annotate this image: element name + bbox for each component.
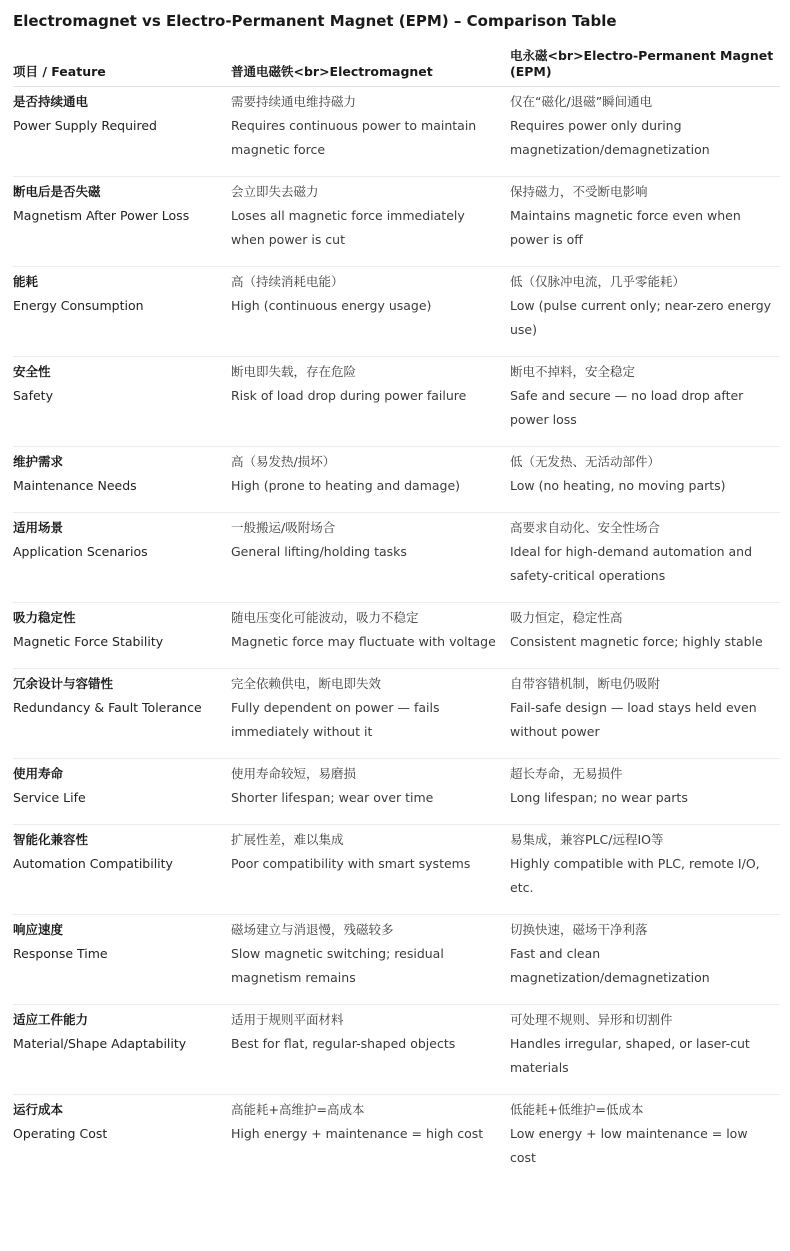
feature-cell — [13, 915, 231, 1005]
feature-cell-zh: 安全性 — [13, 364, 51, 379]
epm-cell-en: Long lifespan; no wear parts — [510, 790, 688, 805]
electromagnet-cell-zh: 使用寿命较短，易磨损 — [231, 766, 357, 781]
table-header-row — [13, 48, 780, 87]
electromagnet-cell-zh: 断电即失载，存在危险 — [231, 364, 357, 379]
epm-cell-zh: 低（仅脉冲电流，几乎零能耗） — [510, 274, 686, 289]
feature-cell-zh: 响应速度 — [13, 922, 64, 937]
comparison-table — [13, 48, 780, 1184]
epm-cell — [510, 267, 780, 357]
electromagnet-cell — [231, 513, 510, 603]
epm-cell-zh: 超长寿命，无易损件 — [510, 766, 623, 781]
epm-cell-en: Low (no heating, no moving parts) — [510, 478, 726, 493]
electromagnet-cell-en: Fully dependent on power — fails immediately without it — [231, 700, 440, 739]
electromagnet-cell-en: Loses all magnetic force immediately when power is cut — [231, 208, 465, 247]
epm-cell-zh: 低能耗+低维护=低成本 — [510, 1102, 644, 1117]
electromagnet-cell-en: Magnetic force may fluctuate with voltage — [231, 634, 496, 649]
electromagnet-cell-zh: 适用于规则平面材料 — [231, 1012, 344, 1027]
epm-cell-zh: 高要求自动化、安全性场合 — [510, 520, 661, 535]
feature-cell-en: Redundancy & Fault Tolerance — [13, 700, 202, 715]
epm-cell-en: Fail-safe design — load stays held even without power — [510, 700, 757, 739]
electromagnet-cell — [231, 915, 510, 1005]
feature-cell — [13, 357, 231, 447]
electromagnet-cell-zh: 需要持续通电维持磁力 — [231, 94, 357, 109]
electromagnet-cell — [231, 825, 510, 915]
electromagnet-cell-en: Risk of load drop during power failure — [231, 388, 467, 403]
feature-cell — [13, 825, 231, 915]
epm-cell-en: Requires power only during magnetization/demagnetization — [510, 118, 710, 157]
epm-cell — [510, 513, 780, 603]
electromagnet-cell-zh: 随电压变化可能波动，吸力不稳定 — [231, 610, 419, 625]
electromagnet-cell-zh: 一般搬运/吸附场合 — [231, 520, 336, 535]
feature-cell-zh: 适用场景 — [13, 520, 64, 535]
epm-cell — [510, 87, 780, 177]
feature-cell-zh: 适应工件能力 — [13, 1012, 89, 1027]
feature-cell — [13, 447, 231, 513]
table-row — [13, 759, 780, 825]
table-row — [13, 267, 780, 357]
feature-cell — [13, 669, 231, 759]
electromagnet-cell — [231, 1095, 510, 1185]
electromagnet-cell-en: Shorter lifespan; wear over time — [231, 790, 434, 805]
feature-cell — [13, 513, 231, 603]
epm-cell — [510, 447, 780, 513]
electromagnet-cell — [231, 447, 510, 513]
feature-cell-zh: 维护需求 — [13, 454, 64, 469]
epm-cell — [510, 669, 780, 759]
table-row — [13, 513, 780, 603]
feature-cell-en: Service Life — [13, 790, 86, 805]
electromagnet-cell — [231, 87, 510, 177]
electromagnet-cell-zh: 高（持续消耗电能） — [231, 274, 344, 289]
electromagnet-cell — [231, 759, 510, 825]
epm-cell-en: Handles irregular, shaped, or laser-cut materials — [510, 1036, 750, 1075]
feature-cell — [13, 1095, 231, 1185]
electromagnet-cell-en: Slow magnetic switching; residual magnetism remains — [231, 946, 444, 985]
epm-cell-zh: 易集成，兼容PLC/远程IO等 — [510, 832, 664, 847]
table-row — [13, 915, 780, 1005]
epm-cell-zh: 保持磁力，不受断电影响 — [510, 184, 648, 199]
electromagnet-cell — [231, 267, 510, 357]
electromagnet-cell — [231, 177, 510, 267]
table-row — [13, 87, 780, 177]
feature-cell — [13, 603, 231, 669]
table-row — [13, 1005, 780, 1095]
feature-cell-en: Energy Consumption — [13, 298, 144, 313]
electromagnet-cell-en: Requires continuous power to maintain magnetic force — [231, 118, 477, 157]
electromagnet-cell — [231, 357, 510, 447]
feature-cell-zh: 运行成本 — [13, 1102, 64, 1117]
feature-cell — [13, 267, 231, 357]
electromagnet-cell-en: High energy + maintenance = high cost — [231, 1126, 484, 1141]
feature-cell — [13, 1005, 231, 1095]
epm-cell — [510, 357, 780, 447]
table-row — [13, 447, 780, 513]
feature-cell — [13, 759, 231, 825]
electromagnet-cell-en: Poor compatibility with smart systems — [231, 856, 471, 871]
epm-cell — [510, 759, 780, 825]
feature-cell-en: Response Time — [13, 946, 108, 961]
electromagnet-cell-en: High (prone to heating and damage) — [231, 478, 461, 493]
epm-cell — [510, 1095, 780, 1185]
electromagnet-cell-zh: 完全依赖供电，断电即失效 — [231, 676, 382, 691]
epm-cell-en: Safe and secure — no load drop after power loss — [510, 388, 744, 427]
feature-cell-zh: 断电后是否失磁 — [13, 184, 101, 199]
feature-cell-en: Automation Compatibility — [13, 856, 173, 871]
feature-cell-en: Application Scenarios — [13, 544, 148, 559]
feature-cell — [13, 87, 231, 177]
epm-cell-zh: 低（无发热、无活动部件） — [510, 454, 661, 469]
epm-cell-en: Maintains magnetic force even when power is off — [510, 208, 741, 247]
epm-cell-en: Highly compatible with PLC, remote I/O, etc. — [510, 856, 760, 895]
electromagnet-cell-zh: 高（易发热/损坏） — [231, 454, 336, 469]
epm-cell — [510, 825, 780, 915]
epm-cell-en: Low energy + low maintenance = low cost — [510, 1126, 748, 1165]
feature-cell-en: Safety — [13, 388, 53, 403]
page-title: Electromagnet vs Electro-Permanent Magnet (EPM) – Comparison Table — [13, 12, 617, 30]
feature-cell-en: Maintenance Needs — [13, 478, 137, 493]
table-row — [13, 825, 780, 915]
header-epm: 电永磁<br>Electro-Permanent Magnet (EPM) — [510, 48, 780, 87]
table-row — [13, 669, 780, 759]
table-row — [13, 357, 780, 447]
electromagnet-cell-zh: 磁场建立与消退慢，残磁较多 — [231, 922, 394, 937]
feature-cell-en: Magnetic Force Stability — [13, 634, 164, 649]
feature-cell-zh: 智能化兼容性 — [13, 832, 89, 847]
epm-cell-zh: 切换快速，磁场干净利落 — [510, 922, 648, 937]
epm-cell-en: Low (pulse current only; near-zero energy use) — [510, 298, 772, 337]
feature-cell-en: Magnetism After Power Loss — [13, 208, 190, 223]
feature-cell-en: Power Supply Required — [13, 118, 157, 133]
epm-cell-zh: 断电不掉料，安全稳定 — [510, 364, 636, 379]
electromagnet-cell-zh: 扩展性差，难以集成 — [231, 832, 344, 847]
epm-cell-zh: 仅在“磁化/退磁”瞬间通电 — [510, 94, 653, 109]
electromagnet-cell-en: Best for flat, regular-shaped objects — [231, 1036, 456, 1051]
feature-cell — [13, 177, 231, 267]
epm-cell-en: Ideal for high-demand automation and safety-critical operations — [510, 544, 753, 583]
epm-cell — [510, 177, 780, 267]
epm-cell-zh: 可处理不规则、异形和切割件 — [510, 1012, 673, 1027]
feature-cell-en: Operating Cost — [13, 1126, 108, 1141]
epm-cell — [510, 1005, 780, 1095]
epm-cell-zh: 自带容错机制，断电仍吸附 — [510, 676, 661, 691]
epm-cell-en: Consistent magnetic force; highly stable — [510, 634, 763, 649]
epm-cell-zh: 吸力恒定，稳定性高 — [510, 610, 623, 625]
feature-cell-zh: 吸力稳定性 — [13, 610, 76, 625]
table-row — [13, 177, 780, 267]
feature-cell-zh: 是否持续通电 — [13, 94, 89, 109]
epm-cell — [510, 915, 780, 1005]
feature-cell-zh: 能耗 — [13, 274, 39, 289]
electromagnet-cell-en: General lifting/holding tasks — [231, 544, 407, 559]
electromagnet-cell-zh: 高能耗+高维护=高成本 — [231, 1102, 365, 1117]
header-feature: 项目 / Feature — [13, 48, 231, 87]
epm-cell-en: Fast and clean magnetization/demagnetization — [510, 946, 710, 985]
epm-cell — [510, 603, 780, 669]
feature-cell-en: Material/Shape Adaptability — [13, 1036, 187, 1051]
electromagnet-cell-zh: 会立即失去磁力 — [231, 184, 319, 199]
table-row — [13, 603, 780, 669]
header-electromagnet: 普通电磁铁<br>Electromagnet — [231, 48, 510, 87]
electromagnet-cell — [231, 1005, 510, 1095]
feature-cell-zh: 冗余设计与容错性 — [13, 676, 114, 691]
table-row — [13, 1095, 780, 1185]
feature-cell-zh: 使用寿命 — [13, 766, 64, 781]
electromagnet-cell — [231, 669, 510, 759]
electromagnet-cell-en: High (continuous energy usage) — [231, 298, 432, 313]
electromagnet-cell — [231, 603, 510, 669]
